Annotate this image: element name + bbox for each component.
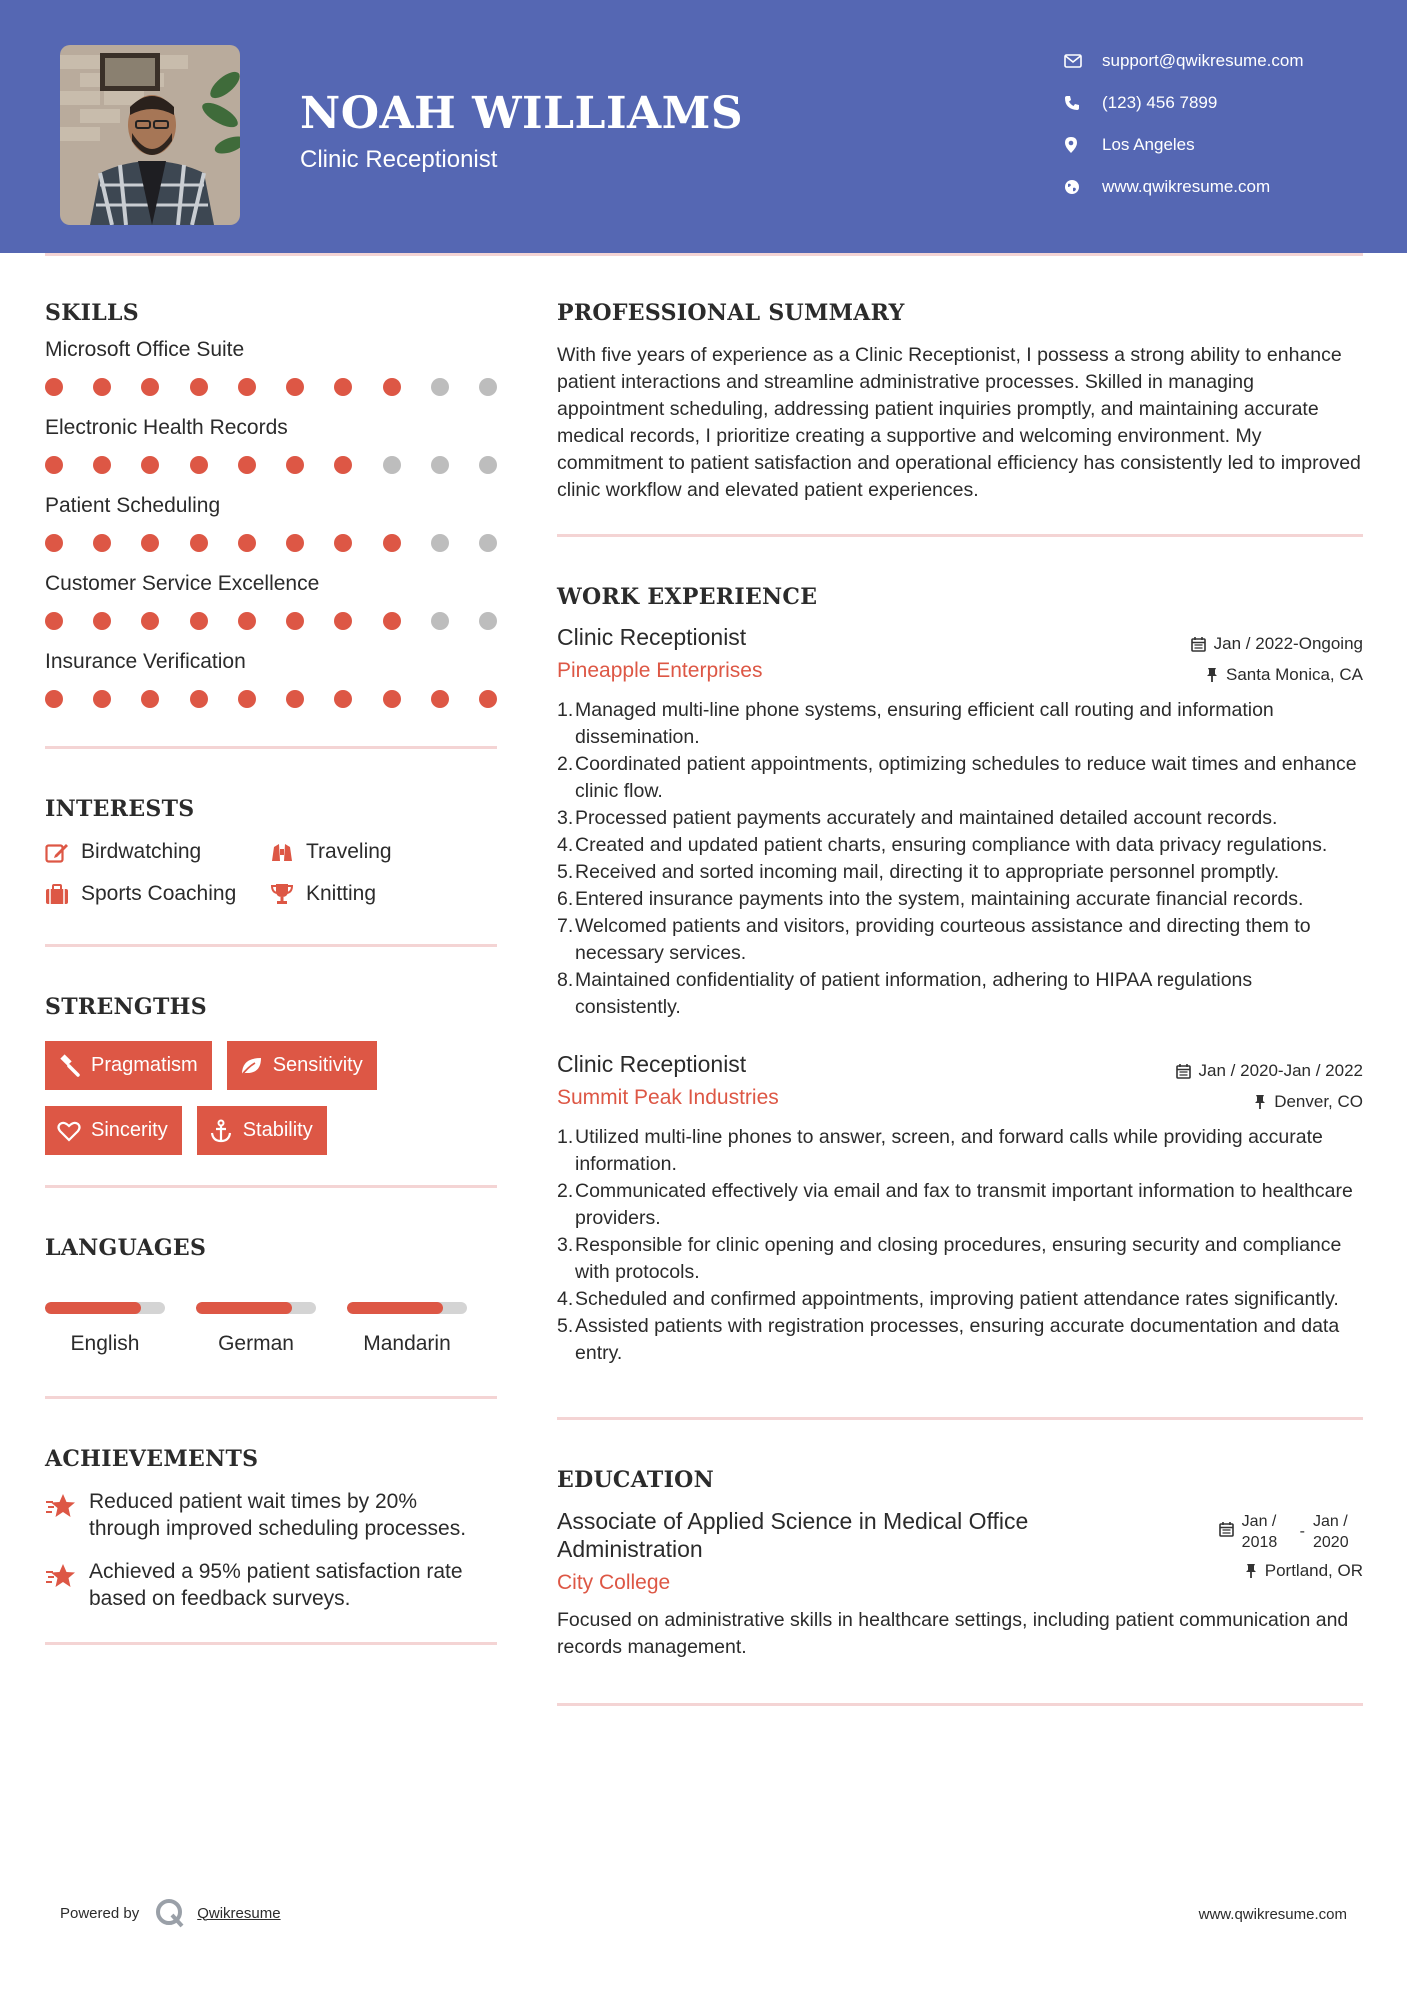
skill-dot xyxy=(334,612,352,630)
skill-dot xyxy=(190,690,208,708)
job-bullet: 7. Welcomed patients and visitors, providing courteous assistance and directing them to necessary services. xyxy=(557,915,1311,964)
skill-dot xyxy=(141,690,159,708)
job-bullet: 5. Assisted patients with registration processes, ensuring accurate documentation and data entry. xyxy=(557,1315,1340,1364)
skill-dot xyxy=(238,690,256,708)
skill-name: Electronic Health Records xyxy=(45,416,288,439)
job-bullet: 4. Scheduled and confirmed appointments, improving patient attendance rates significantly. xyxy=(557,1288,1339,1310)
section-divider xyxy=(45,1396,497,1399)
skill-dot xyxy=(141,456,159,474)
skill-dot xyxy=(479,690,497,708)
contact-phone[interactable]: (123) 456 7899 xyxy=(1064,82,1394,124)
skill-dot xyxy=(383,690,401,708)
education-heading: EDUCATION xyxy=(557,1467,715,1493)
job-company: Pineapple Enterprises xyxy=(557,659,763,682)
experience-section xyxy=(557,584,1363,1367)
skill-item xyxy=(45,338,497,396)
education-section xyxy=(557,1467,1363,1661)
skill-rating xyxy=(45,534,497,552)
calendar-icon xyxy=(1219,1521,1234,1537)
globe-icon xyxy=(1064,179,1102,195)
section-divider xyxy=(45,746,497,749)
skill-dot xyxy=(479,456,497,474)
edit-icon xyxy=(45,841,81,863)
job-company: Summit Peak Industries xyxy=(557,1086,779,1109)
strengths-list xyxy=(45,1041,497,1155)
header-divider xyxy=(45,253,1363,256)
contact-location: Los Angeles xyxy=(1064,124,1394,166)
education-meta: Jan / 2018 - Jan / 2020 Portland, OR xyxy=(1219,1511,1363,1586)
job-meta xyxy=(1176,1055,1363,1117)
language-level-fill xyxy=(45,1302,141,1314)
skill-dot xyxy=(190,612,208,630)
interests-list xyxy=(45,840,497,906)
skill-dot xyxy=(334,534,352,552)
language-item xyxy=(347,1302,467,1356)
candidate-name: NOAH WILLIAMS xyxy=(300,88,744,139)
skill-rating xyxy=(45,690,497,708)
skill-dot xyxy=(286,534,304,552)
language-level-bar xyxy=(347,1302,467,1314)
right-column xyxy=(557,300,1363,1706)
languages-heading: LANGUAGES xyxy=(45,1235,207,1261)
candidate-title: Clinic Receptionist xyxy=(300,146,498,173)
star-icon xyxy=(45,1488,89,1542)
languages-list xyxy=(45,1302,467,1356)
resume-header xyxy=(0,0,1407,253)
strength-badge: Sensitivity xyxy=(227,1041,377,1090)
education-location: Portland, OR xyxy=(1264,1560,1363,1580)
skill-dot xyxy=(93,378,111,396)
skill-dot xyxy=(93,534,111,552)
interest-item: Sports Coaching xyxy=(45,882,270,906)
skill-dot xyxy=(383,378,401,396)
education-entry xyxy=(557,1507,1363,1661)
skill-dot xyxy=(431,456,449,474)
left-column xyxy=(45,300,497,1645)
section-divider xyxy=(45,944,497,947)
skill-dot xyxy=(383,534,401,552)
job-bullet: 8. Maintained confidentiality of patient information, adhering to HIPAA regulations consistently. xyxy=(557,969,1253,1018)
job-bullet: 6. Entered insurance payments into the system, maintaining accurate financial records. xyxy=(557,888,1304,910)
education-start: Jan / 2018 xyxy=(1241,1513,1278,1551)
summary-section xyxy=(557,300,1363,504)
envelope-icon xyxy=(1064,54,1102,68)
section-divider xyxy=(45,1642,497,1645)
skill-dot xyxy=(334,378,352,396)
interest-item: Birdwatching xyxy=(45,840,270,864)
skill-rating xyxy=(45,378,497,396)
job-title: Clinic Receptionist xyxy=(557,624,747,650)
languages-section xyxy=(45,1235,497,1356)
profile-photo xyxy=(60,45,240,225)
language-name: Mandarin xyxy=(363,1332,451,1355)
skills-section xyxy=(45,300,497,708)
achievement-item: Reduced patient wait times by 20% through improved scheduling processes. xyxy=(45,1488,497,1542)
job-dates: Jan / 2020-Jan / 2022 xyxy=(1198,1060,1363,1080)
skill-dot xyxy=(93,612,111,630)
summary-heading: PROFESSIONAL SUMMARY xyxy=(557,300,905,326)
job-bullet: 2. Coordinated patient appointments, optimizing schedules to reduce wait times and enhance clinic flow. xyxy=(557,753,1357,802)
skill-item xyxy=(45,572,497,630)
summary-text: With five years of experience as a Clinic Receptionist, I possess a strong ability to enhance patient interactions and streamline administrative processes. Skilled in managing appointment scheduling, addressing patient inquiries promptly, and maintaining accurate medical records, I prioritize creating a supportive and welcoming environment. My commitment to patient satisfaction and operational efficiency has consistently led to improved clinic workflow and elevated patient experiences. xyxy=(557,344,1361,501)
qwikresume-logo-icon xyxy=(155,1898,185,1928)
pushpin-icon xyxy=(1206,667,1218,683)
heart-icon xyxy=(57,1120,91,1142)
job-bullet: 4. Created and updated patient charts, ensuring compliance with data privacy regulations. xyxy=(557,834,1328,856)
achievement-item: Achieved a 95% patient satisfaction rate based on feedback surveys. xyxy=(45,1558,497,1612)
skill-dot xyxy=(479,534,497,552)
job-bullets xyxy=(557,697,1363,1021)
skill-dot xyxy=(141,612,159,630)
language-level-bar xyxy=(196,1302,316,1314)
skill-dot xyxy=(286,378,304,396)
footer-website[interactable]: www.qwikresume.com xyxy=(1198,1906,1347,1923)
skill-dot xyxy=(45,612,63,630)
skill-dot xyxy=(383,612,401,630)
skill-dot xyxy=(334,690,352,708)
job-title: Clinic Receptionist xyxy=(557,1051,747,1077)
degree-title: Associate of Applied Science in Medical Office Administration xyxy=(557,1508,1029,1562)
skill-dot xyxy=(141,534,159,552)
pushpin-icon xyxy=(1245,1563,1257,1579)
language-name: English xyxy=(70,1332,140,1355)
binoculars-icon xyxy=(270,841,306,863)
language-level-fill xyxy=(196,1302,292,1314)
experience-heading: WORK EXPERIENCE xyxy=(557,584,818,610)
leaf-icon xyxy=(239,1055,273,1077)
skill-name: Patient Scheduling xyxy=(45,494,221,517)
skill-dot xyxy=(431,690,449,708)
job-location: Santa Monica, CA xyxy=(1225,664,1363,684)
achievements-heading: ACHIEVEMENTS xyxy=(45,1446,259,1472)
job-bullet: 1. Utilized multi-line phones to answer, screen, and forward calls while providing accurate information. xyxy=(557,1126,1323,1175)
map-pin-icon xyxy=(1064,136,1102,154)
section-divider xyxy=(557,1417,1363,1420)
skill-rating xyxy=(45,612,497,630)
calendar-icon xyxy=(1176,1063,1191,1079)
section-divider xyxy=(45,1185,497,1188)
skill-dot xyxy=(383,456,401,474)
strengths-heading: STRENGTHS xyxy=(45,994,207,1020)
skill-dot xyxy=(45,456,63,474)
star-icon xyxy=(45,1558,89,1612)
job-bullet: 3. Processed patient payments accurately and maintained detailed account records. xyxy=(557,807,1278,829)
job-dates: Jan / 2022-Ongoing xyxy=(1213,633,1363,653)
calendar-icon xyxy=(1191,636,1206,652)
skill-dot xyxy=(93,690,111,708)
skill-dot xyxy=(431,612,449,630)
skill-item xyxy=(45,494,497,552)
skill-name: Customer Service Excellence xyxy=(45,572,320,595)
strength-badge: Sincerity xyxy=(45,1106,182,1155)
job-entry xyxy=(557,624,1363,1021)
contact-email[interactable]: support@qwikresume.com xyxy=(1064,40,1394,82)
skill-dot xyxy=(93,456,111,474)
skill-rating xyxy=(45,456,497,474)
skills-heading: SKILLS xyxy=(45,300,139,326)
jobs-list xyxy=(557,624,1363,1367)
footer-powered-by: Powered by Qwikresume xyxy=(60,1898,281,1928)
job-meta xyxy=(1191,628,1363,690)
language-level-bar xyxy=(45,1302,165,1314)
skill-dot xyxy=(479,378,497,396)
anchor-icon xyxy=(209,1119,243,1143)
education-end: Jan / 2020 xyxy=(1313,1513,1349,1551)
skill-dot xyxy=(238,456,256,474)
skill-dot xyxy=(286,612,304,630)
language-item xyxy=(196,1302,316,1356)
skill-dot xyxy=(286,690,304,708)
strength-badge: Pragmatism xyxy=(45,1041,212,1090)
skills-list xyxy=(45,338,497,708)
skill-dot xyxy=(431,378,449,396)
trophy-icon xyxy=(270,883,306,905)
job-location: Denver, CO xyxy=(1274,1091,1363,1111)
phone-icon xyxy=(1064,95,1102,111)
skill-dot xyxy=(190,534,208,552)
skill-name: Insurance Verification xyxy=(45,650,246,673)
gavel-icon xyxy=(57,1054,91,1078)
skill-dot xyxy=(238,534,256,552)
skill-dot xyxy=(479,612,497,630)
interest-item: Traveling xyxy=(270,840,497,864)
skill-item xyxy=(45,650,497,708)
job-bullet: 2. Communicated effectively via email and fax to transmit important information to healthcare providers. xyxy=(557,1180,1353,1229)
job-bullet: 3. Responsible for clinic opening and closing procedures, ensuring security and compliance with protocols. xyxy=(557,1234,1342,1283)
contact-list xyxy=(1064,40,1394,208)
skill-dot xyxy=(238,378,256,396)
section-divider xyxy=(557,1703,1363,1706)
education-description: Focused on administrative skills in healthcare settings, including patient communication and records management. xyxy=(557,1609,1349,1658)
contact-website[interactable]: www.qwikresume.com xyxy=(1064,166,1394,208)
skill-dot xyxy=(45,378,63,396)
pushpin-icon xyxy=(1254,1094,1266,1110)
section-divider xyxy=(557,534,1363,537)
skill-dot xyxy=(431,534,449,552)
language-level-fill xyxy=(347,1302,443,1314)
interests-heading: INTERESTS xyxy=(45,796,195,822)
job-bullets xyxy=(557,1124,1363,1367)
skill-dot xyxy=(45,534,63,552)
job-bullet: 5. Received and sorted incoming mail, directing it to appropriate personnel promptly. xyxy=(557,861,1280,883)
skill-dot xyxy=(141,378,159,396)
strength-badge: Stability xyxy=(197,1106,327,1155)
skill-dot xyxy=(334,456,352,474)
skill-dot xyxy=(190,456,208,474)
skill-dot xyxy=(190,378,208,396)
skill-name: Microsoft Office Suite xyxy=(45,338,245,361)
achievements-section xyxy=(45,1446,497,1612)
skill-dot xyxy=(238,612,256,630)
skill-dot xyxy=(45,690,63,708)
skill-dot xyxy=(286,456,304,474)
job-bullet: 1. Managed multi-line phone systems, ensuring efficient call routing and information dissemination. xyxy=(557,699,1274,748)
language-item xyxy=(45,1302,165,1356)
briefcase-icon xyxy=(45,883,81,905)
job-entry xyxy=(557,1051,1363,1367)
interest-item: Knitting xyxy=(270,882,497,906)
language-name: German xyxy=(218,1332,294,1355)
strengths-section xyxy=(45,994,497,1155)
interests-section xyxy=(45,796,497,906)
qwikresume-link[interactable]: Qwikresume xyxy=(197,1904,281,1922)
skill-item xyxy=(45,416,497,474)
school-name: City College xyxy=(557,1571,671,1594)
